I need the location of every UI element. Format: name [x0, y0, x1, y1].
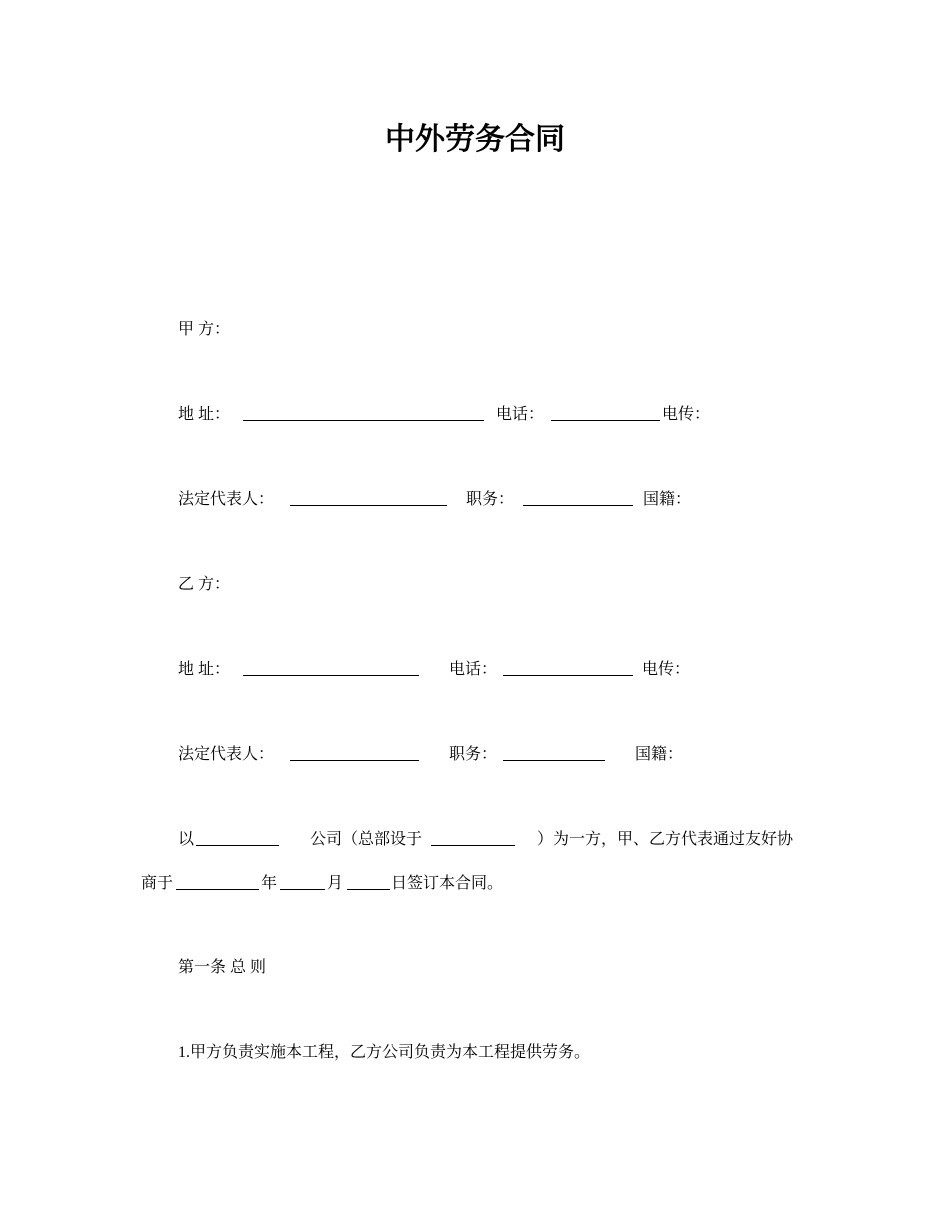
party-a-rep-line	[0, 488, 950, 512]
month-blank[interactable]	[280, 872, 325, 890]
fax-label: 电传：	[642, 661, 691, 678]
party-b-rep-line	[0, 743, 950, 767]
phone-label: 电话：	[496, 406, 545, 423]
intro-text-1: 以	[178, 831, 195, 848]
clause-text: 1.甲方负责实施本工程，乙方公司负责为本工程提供劳务。	[178, 1044, 591, 1061]
nationality-label: 国籍：	[643, 491, 692, 508]
article-heading: 第一条 总 则	[178, 959, 267, 976]
position-label: 职务：	[466, 491, 515, 508]
intro-text-4: 商于	[141, 875, 174, 892]
party-b-address-line	[0, 658, 950, 682]
year-label: 年	[261, 875, 278, 892]
year-blank[interactable]	[176, 872, 259, 890]
intro-line-2	[0, 872, 950, 896]
position-label: 职务：	[449, 746, 498, 763]
nationality-label: 国籍：	[635, 746, 684, 763]
rep-blank[interactable]	[290, 743, 419, 761]
phone-label: 电话：	[449, 661, 498, 678]
article-1-heading	[0, 956, 950, 980]
rep-label: 法定代表人：	[178, 746, 275, 763]
party-b-line	[0, 573, 950, 597]
document-title: 中外劳务合同	[385, 123, 565, 156]
phone-blank[interactable]	[503, 658, 633, 676]
party-a-label: 甲 方：	[178, 321, 231, 338]
party-a-line	[0, 318, 950, 342]
intro-text-2: 公司（总部设于	[310, 831, 423, 848]
fax-label: 电传：	[662, 406, 711, 423]
intro-text-3: ）为一方，甲、乙方代表通过友好协	[537, 831, 794, 848]
rep-label: 法定代表人：	[178, 491, 275, 508]
company-blank[interactable]	[196, 828, 279, 846]
address-label: 地 址：	[178, 406, 231, 423]
headquarters-blank[interactable]	[431, 828, 515, 846]
address-blank[interactable]	[243, 403, 484, 421]
party-b-label: 乙 方：	[178, 576, 231, 593]
address-label: 地 址：	[178, 661, 231, 678]
day-blank[interactable]	[347, 872, 390, 890]
position-blank[interactable]	[523, 488, 633, 506]
intro-line-1	[0, 828, 950, 852]
intro-text-7: 日签订本合同。	[391, 875, 504, 892]
rep-blank[interactable]	[290, 488, 447, 506]
month-label: 月	[327, 875, 344, 892]
address-blank[interactable]	[243, 658, 419, 676]
position-blank[interactable]	[503, 743, 605, 761]
article-1-clause-1	[0, 1041, 950, 1065]
phone-blank[interactable]	[551, 403, 660, 421]
party-a-address-line	[0, 403, 950, 427]
